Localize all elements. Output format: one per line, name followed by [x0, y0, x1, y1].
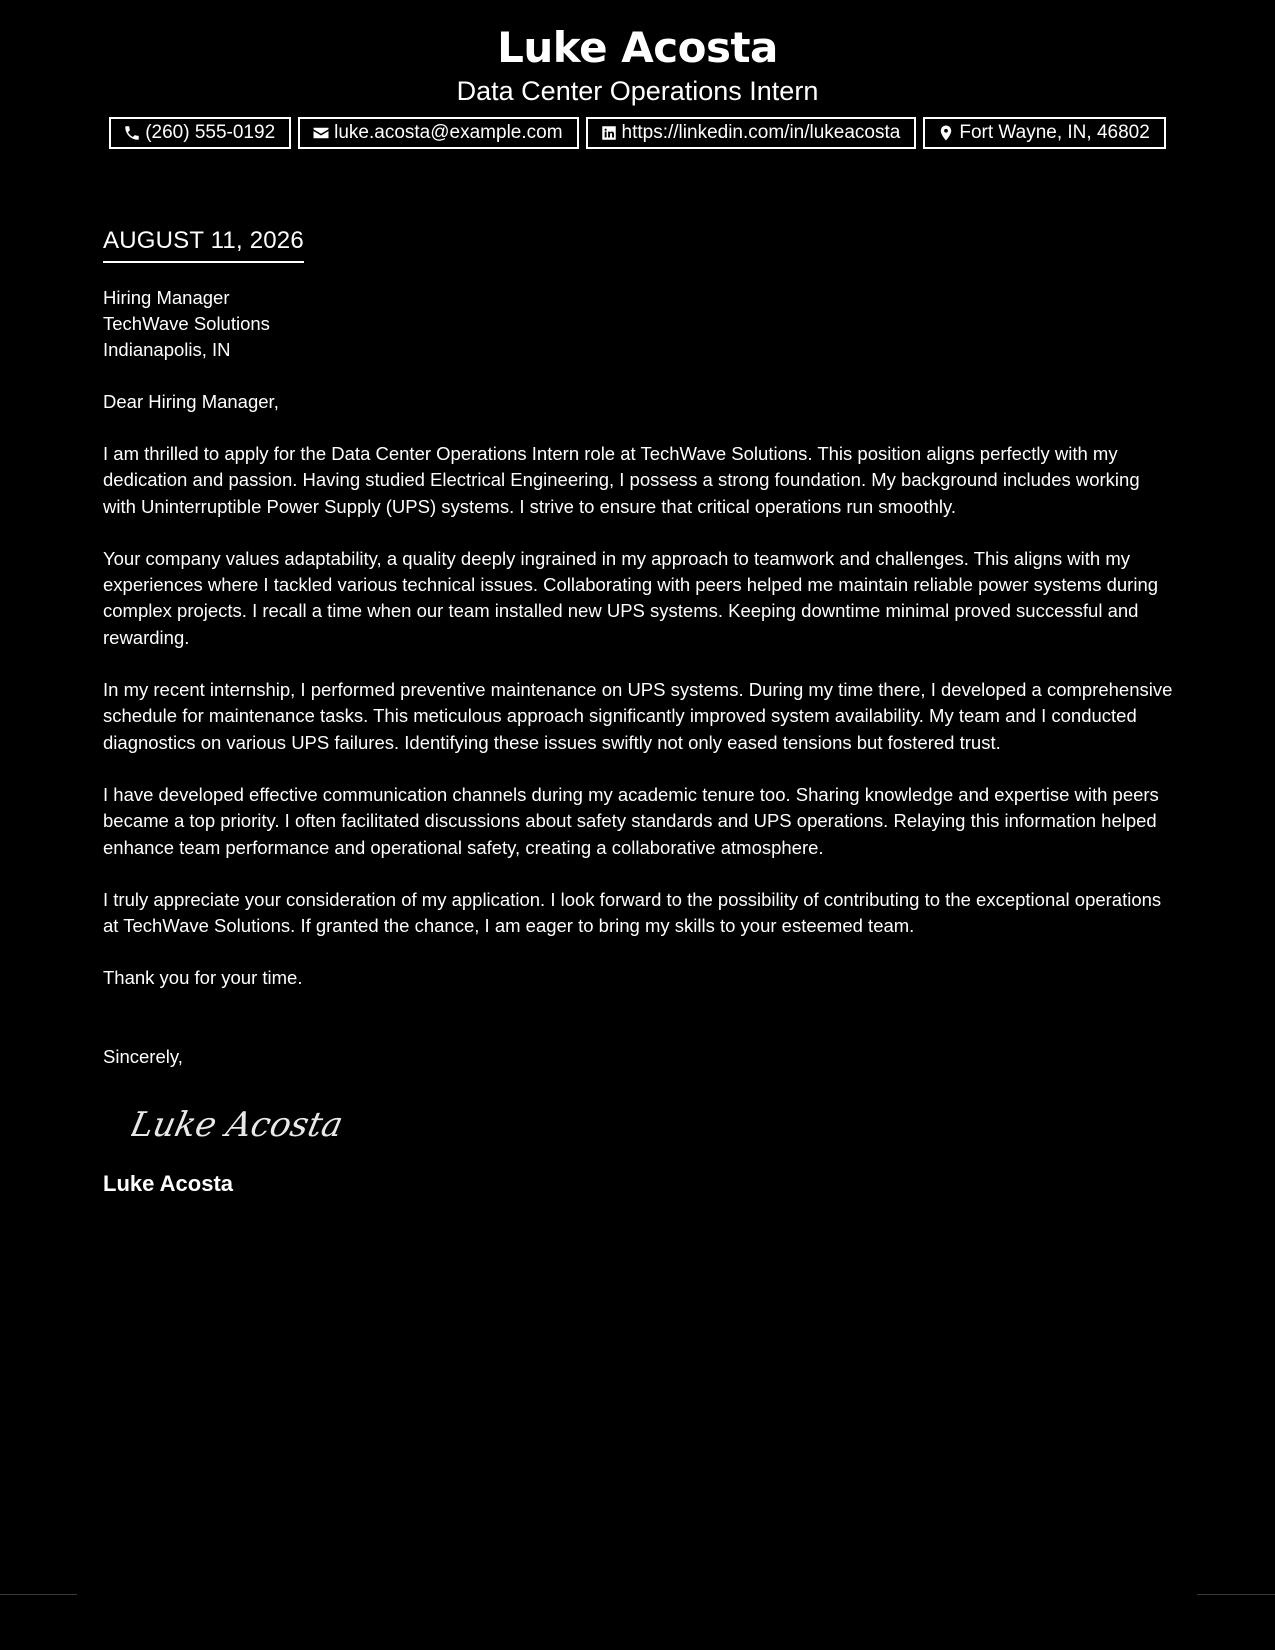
body-paragraph: In my recent internship, I performed preventive maintenance on UPS systems. During my time there, I developed a comprehensive schedule for maintenance tasks. This meticulous approach significantly improved system availability. My team and I conducted diagnostics on various UPS failures. Identifying these issues swiftly not only eased tensions but fostered trust. — [103, 679, 1173, 753]
body-paragraph: I am thrilled to apply for the Data Center Operations Intern role at TechWave Solutions. This position aligns perfectly with my dedication and passion. Having studied Electrical Engineering, I possess a strong foundation. My background includes working with Uninterruptible Power Supply (UPS) systems. I strive to ensure that critical operations run smoothly. — [103, 443, 1140, 517]
envelope-icon — [312, 124, 330, 142]
linkedin-icon — [600, 124, 618, 142]
handwritten-signature — [131, 1096, 351, 1154]
recipient-line: TechWave Solutions — [103, 313, 270, 334]
signature-script: Luke Acosta — [131, 1105, 347, 1145]
job-title: Data Center Operations Intern — [456, 76, 819, 106]
footer-divider-left — [0, 1594, 77, 1595]
map-pin-icon — [937, 124, 955, 142]
body-paragraph: I have developed effective communication channels during my academic tenure too. Sharing knowledge and expertise with peers became a top priority. I often facilitated discussions about safety standards and UPS operations. Relaying this information helped enhance team performance and operational safety, creating a collaborative atmosphere. — [103, 783, 1159, 858]
salutation: Dear Hiring Manager, — [103, 391, 279, 412]
body-paragraph: I truly appreciate your consideration of my application. I look forward to the possibility of contributing to the exceptional operations at TechWave Solutions. If granted the chance, I am eager to bring my skills to your esteemed team. — [103, 888, 1162, 937]
closing: Sincerely, — [103, 1045, 183, 1067]
footer-divider-right — [1197, 1594, 1275, 1595]
contact-location-text: Fort Wayne, IN, 46802 — [959, 122, 1150, 143]
recipient-line: Hiring Manager — [103, 287, 230, 308]
signer-name: Luke Acosta — [103, 1170, 234, 1196]
body-paragraph: Thank you for your time. — [103, 967, 303, 989]
contact-phone-text: (260) 555-0192 — [145, 122, 276, 143]
contact-bar — [0, 117, 1275, 149]
contact-location — [923, 117, 1165, 149]
applicant-name: Luke Acosta — [497, 23, 778, 72]
contact-email[interactable] — [298, 117, 578, 149]
body-paragraph: Your company values adaptability, a quality deeply ingrained in my approach to teamwork and challenges. This aligns with my experiences where I tackled various technical issues. Collaborating with peers helped me maintain reliable power systems during complex projects. I recall a time when our team installed new UPS systems. Keeping downtime minimal proved successful and rewarding. — [103, 547, 1159, 648]
signature-image — [131, 1096, 351, 1154]
phone-icon — [123, 124, 141, 142]
recipient-block — [103, 285, 1175, 363]
contact-email-text[interactable]: luke.acosta@example.com — [334, 122, 563, 143]
recipient-line: Indianapolis, IN — [103, 339, 231, 360]
letter-date: AUGUST 11, 2026 — [103, 226, 304, 263]
contact-linkedin-text[interactable]: https://linkedin.com/in/lukeacosta — [621, 122, 901, 143]
contact-linkedin[interactable] — [586, 117, 917, 149]
letter-header — [0, 0, 1275, 149]
contact-phone — [109, 117, 291, 149]
letter-body — [103, 226, 1175, 1198]
